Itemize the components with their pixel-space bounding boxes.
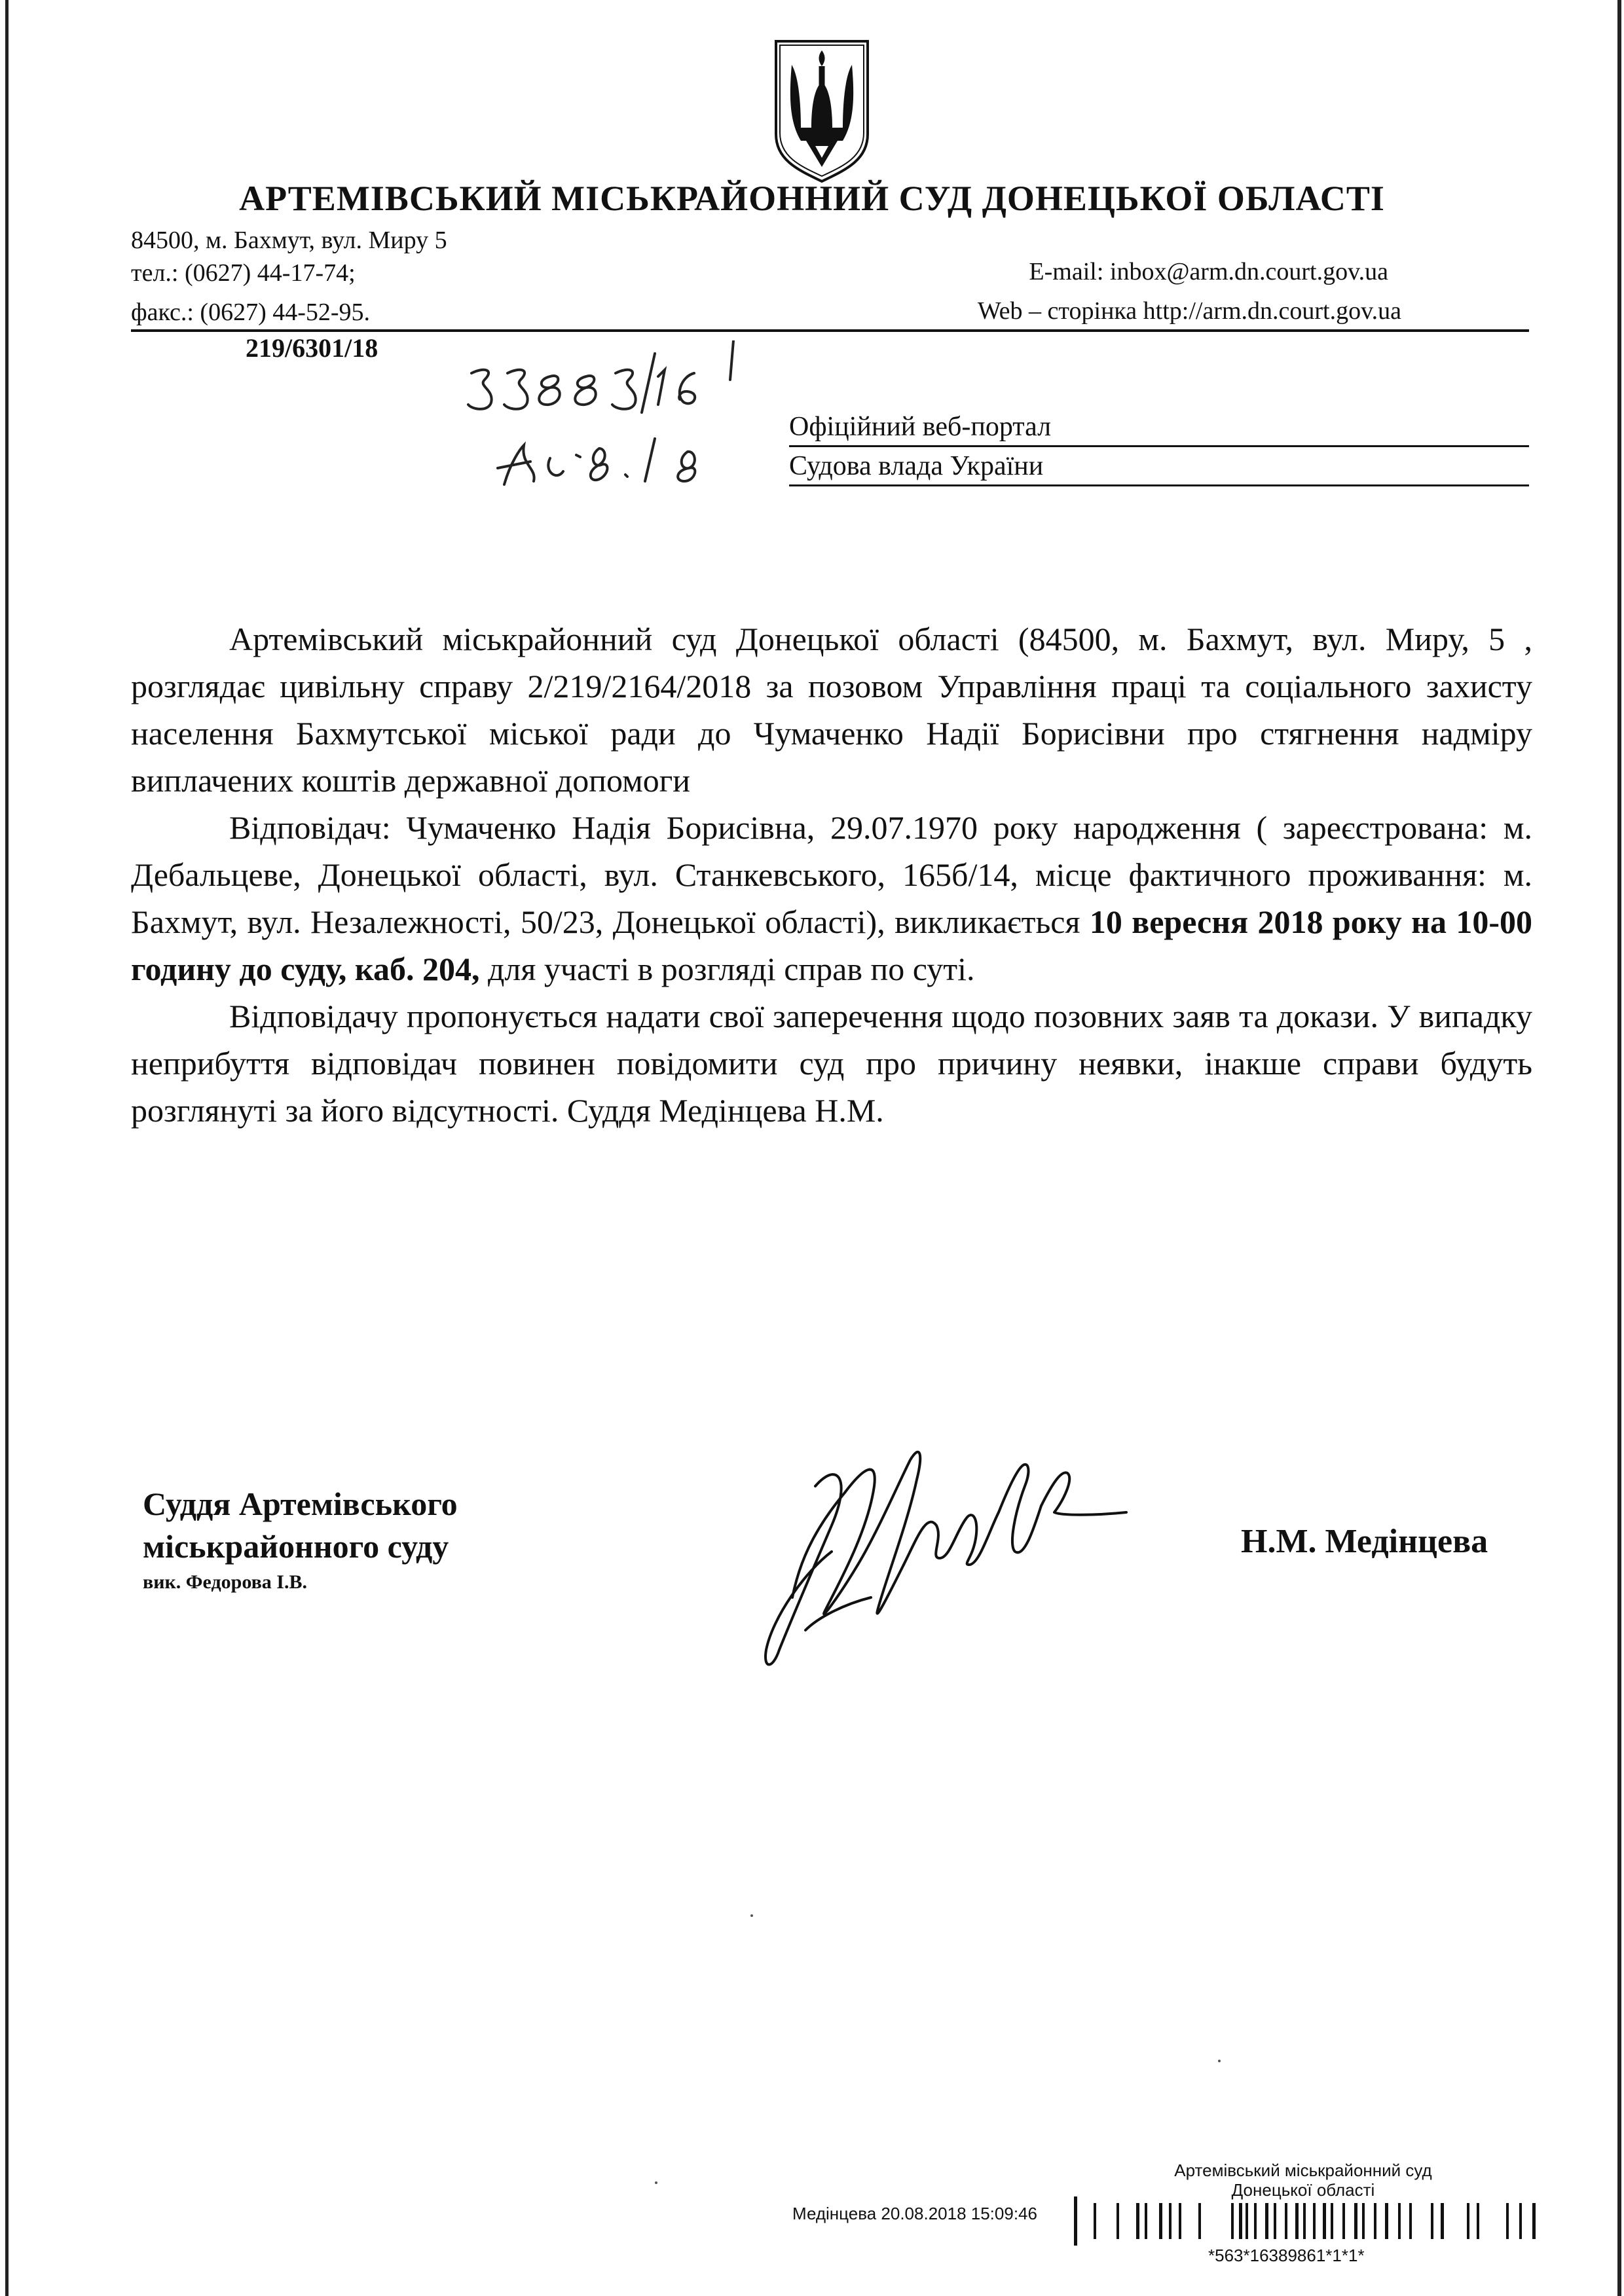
footer-registration-stamp: Медінцева 20.08.2018 15:09:46	[792, 2204, 1037, 2223]
judge-title-line-2: міськрайонного суду	[143, 1528, 449, 1565]
scan-speck	[1218, 2060, 1221, 2062]
scan-border-left	[5, 0, 9, 2296]
header-divider	[131, 329, 1529, 332]
summons-text-before: Відповідач: Чумаченко Надія Борисівна, 29.07.1970 року народження ( зареєстрована: м. Дебальцеве, Донецької області, вул. Станкевського, 165б/14, місце фактичного проживання: м. Бахмут, вул. Незалежності, 50/23, Донецької області), викликається	[131, 809, 1532, 940]
recipient-line-1: Офіційний веб-портал	[789, 412, 1052, 442]
recipient-underline-1	[789, 445, 1529, 447]
scan-border-right	[1617, 0, 1621, 2296]
body-paragraph-3: Відповідачу пропонується надати свої заперечення щодо позовних заяв та докази. У випадку неприбуття відповідач повинен повідомити суд про причину неявки, інакше справи будуть розглянуті за його відсутності. Суддя Медінцева Н.М.	[131, 998, 1532, 1129]
body-paragraph-2	[131, 804, 1532, 993]
judge-signature	[753, 1434, 1133, 1676]
barcode-icon	[1074, 2196, 1545, 2246]
document-executor: вик. Федорова І.В.	[143, 1571, 307, 1593]
footer-court-line-2: Донецької області	[1231, 2180, 1375, 2200]
court-address: 84500, м. Бахмут, вул. Миру 5	[131, 227, 447, 254]
court-phone: тел.: (0627) 44-17-74;	[131, 259, 356, 287]
recipient-line-2: Судова влада України	[789, 451, 1044, 481]
handwritten-registration-note	[458, 340, 773, 498]
court-website: Web – сторінка http://arm.dn.court.gov.ua	[977, 297, 1401, 325]
scan-speck	[655, 2181, 657, 2184]
case-reference-number: 219/6301/18	[246, 333, 378, 363]
coat-of-arms-icon	[769, 36, 874, 183]
barcode-number: *563*16389861*1*1*	[1208, 2246, 1365, 2265]
hearing-date-time: 10 вересня 2018 року на 10-00 годину до суду, каб. 204,	[131, 903, 1532, 987]
body-paragraph-1: Артемівський міськрайонний суд Донецької області (84500, м. Бахмут, вул. Миру, 5 , розглядає цивільну справу 2/219/2164/2018 за позовом Управління праці та соціального захисту населення Бахмутської міської ради до Чумаченко Надії Борисівни про стягнення надміру виплачених коштів державної допомоги	[131, 621, 1532, 799]
judge-name: Н.М. Медінцева	[1241, 1523, 1488, 1560]
recipient-underline-2	[789, 484, 1529, 486]
summons-text-after: для участі в розгляді справ по суті.	[479, 951, 975, 987]
court-fax: факс.: (0627) 44-52-95.	[131, 299, 371, 326]
judge-title-line-1: Суддя Артемівського	[143, 1485, 458, 1522]
court-title: АРТЕМІВСЬКИЙ МІСЬКРАЙОННИЙ СУД ДОНЕЦЬКОЇ ОБЛАСТІ	[239, 179, 1385, 218]
court-email: E-mail: inbox@arm.dn.court.gov.ua	[1029, 258, 1388, 285]
document-body	[131, 615, 1532, 1134]
scan-speck	[750, 1914, 753, 1917]
footer-court-line-1: Артемівський міськрайонний суд	[1174, 2160, 1432, 2180]
